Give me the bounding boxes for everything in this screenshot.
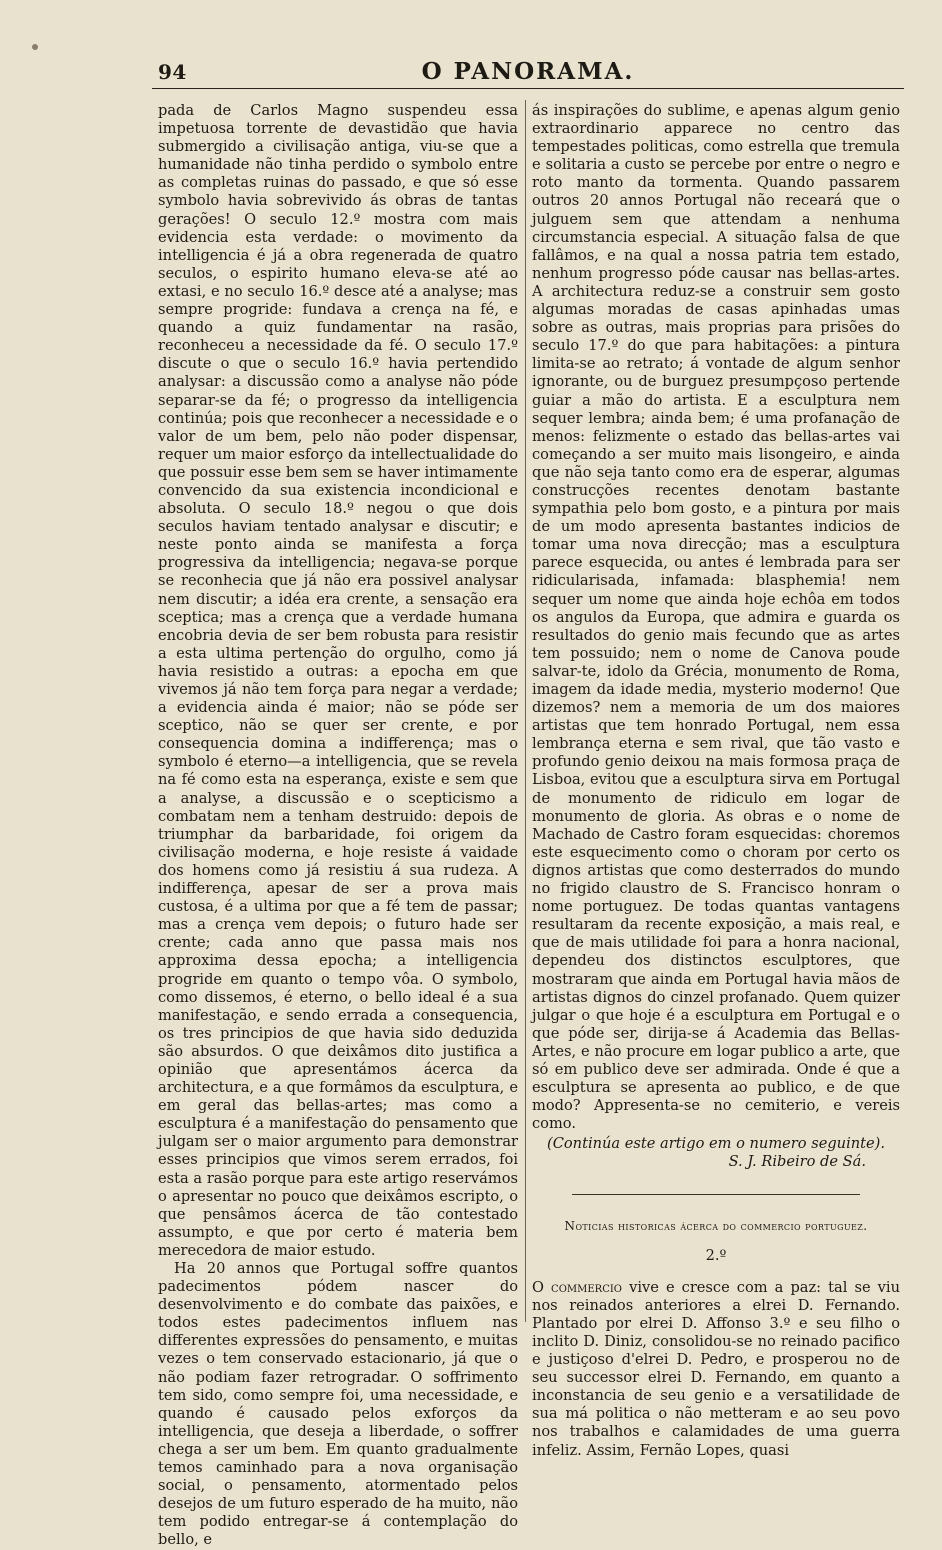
paragraph: Ha 20 annos que Portugal soffre quantos padecimentos pódem nascer do desenvolvimento e do combate das paixões, e todos estes padecimentos influem nas differentes expressões do pensamento, e muitas vezes o tem conservado estacionario, já que o não podiam fazer retrogradar. O soffrimento tem sido, como sempre foi, uma necessidade, e quando é causado pelos exforços da intelligencia, que deseja a liberdade, o soffrer chega a ser um bem. Em quanto gradualmente temos caminhado para a nova organisação social, o pensamento, atormentado pelos desejos de um futuro esperado de ha muito, não tem podido entregar-se á contemplação do bello, e xyxy=(158,1260,518,1549)
paragraph-lead: O commercio xyxy=(532,1278,622,1296)
paragraph-text: vive e cresce com a paz: tal se viu nos reinados anteriores a elrei D. Fernando. Plantado por elrei D. Affonso 3.º e seu filho o inclito D. Diniz, consolidou-se no reinado pacifico e justiçoso d'elrei D. Pedro, e prosperou no de seu successor elrei D. Fernando, em quanto a inconstancia de seu genio e a versatilidade de sua má politica o não metteram e ao seu povo nos trabalhos e calamidades de uma guerra infeliz. Assim, Fernão Lopes, quasi xyxy=(532,1278,900,1459)
left-column xyxy=(158,102,518,1550)
page-speck xyxy=(32,44,38,50)
continuation-note: (Continúa este artigo em o numero seguinte). xyxy=(547,1135,885,1153)
page-number: 94 xyxy=(158,60,187,84)
paragraph xyxy=(532,1279,900,1460)
masthead-title: O PANORAMA. xyxy=(421,58,635,85)
page-header xyxy=(152,58,904,89)
section-title: Noticias historicas ácerca do commercio portuguez. xyxy=(564,1218,868,1233)
column-divider xyxy=(525,100,526,1322)
paragraph: ás inspirações do sublime, e apenas algum genio extraordinario apparece no centro das tempestades politicas, como estrella que tremula e solitaria a custo se percebe por entre o negro e roto manto da tormenta. Quando passarem outros 20 annos Portugal não receará que o julguem sem que attendam a nenhuma circumstancia especial. A situação falsa de que fallâmos, e na qual a nossa patria tem estado, nenhum progresso póde causar nas bellas-artes. A architectura reduz-se a construir sem gosto algumas moradas de casas apinhadas umas sobre as outras, mais proprias para prisões do seculo 17.º do que para habitações: a pintura limita-se ao retrato; á vontade de algum senhor ignorante, ou de burguez presumpçoso pertende guiar a mão do artista. E a esculptura nem sequer lembra; ainda bem; é uma profanação de menos: felizmente o estado das bellas-artes vai começando a ser muito mais lisongeiro, e ainda que não seja tanto como era de esperar, algumas construcções recentes denotam bastante sympathia pelo bom gosto, e a pintura por mais de um modo apresenta bastantes indicios de tomar uma nova direcção; mas a esculptura parece esquecida, ou antes é lembrada para ser ridicularisada, infamada: blasphemia! nem sequer um nome que ainda hoje echôa em todos os angulos da Europa, que admira e guarda os resultados do genio mais fecundo que as artes tem possuido; nem o nome de Canova poude salvar-te, idolo da Grécia, monumento de Roma, imagem da idade media, mysterio moderno! Que dizemos? nem a memoria de um dos maiores artistas que tem honrado Portugal, nem essa lembrança eterna e sem rival, que tão vasto e profundo genio deixou na mais formosa praça de Lisboa, evitou que a esculptura sirva em Portugal de monumento de ridiculo em logar de monumento de gloria. As obras e o nome de Machado de Castro foram esquecidas: choremos este esquecimento como o choram por certo os dignos artistas que como desterrados do mundo no frigido claustro de S. Francisco honram o nome portuguez. De todas quantas vantagens resultaram da recente exposição, a mais real, e que de mais utilidade foi para a honra nacional, dependeu dos distinctos esculptores, que mostraram que ainda em Portugal havia mãos de artistas dignos do cinzel profanado. Quem quizer julgar o que hoje é a esculptura em Portugal e o que póde ser, dirija-se á Academia das Bellas-Artes, e não procure em logar publico a arte, que só em publico deve ser admirada. Onde é que a esculptura se apresenta ao publico, e de que modo? Appresenta-se no cemiterio, e vereis como. xyxy=(532,102,900,1133)
section-number: 2.º xyxy=(705,1246,727,1264)
right-column xyxy=(532,102,900,1460)
author-signature: S. J. Ribeiro de Sá. xyxy=(728,1153,866,1171)
section-rule xyxy=(572,1194,860,1195)
paragraph: pada de Carlos Magno suspendeu essa impetuosa torrente de devastidão que havia submergido a civilisação antiga, viu-se que a humanidade não tinha perdido o symbolo entre as completas ruinas do passado, e que só esse symbolo havia sobrevivido ás obras de tantas gerações! O seculo 12.º mostra com mais evidencia esta verdade: o movimento da intelligencia é já a obra regenerada de quatro seculos, o espirito humano eleva-se até ao extasi, e no seculo 16.º desce até a analyse; mas sempre progride: fundava a crença na fé, e quando a quiz fundamentar na rasão, reconheceu a necessidade da fé. O seculo 17.º discute o que o seculo 16.º havia pertendido analysar: a discussão como a analyse não póde separar-se da fé; o progresso da intelligencia continúa; pois que reconhecer a necessidade e o valor de um bem, pelo não poder dispensar, requer um maior esforço da intellectualidade do que possuir esse bem sem se haver intimamente convencido da sua existencia incondicional e absoluta. O seculo 18.º negou o que dois seculos haviam tentado analysar e discutir; e neste ponto ainda se manifesta a força progressiva da intelligencia; negava-se porque se reconhecia que já não era possivel analysar nem discutir; a idéa era crente, a sensação era sceptica; mas a crença que a verdade humana encobria devia de ser bem robusta para resistir a esta ultima pertenção do orgulho, como já havia resistido a outras: a epocha em que vivemos já não tem força para negar a verdade; a evidencia ainda é maior; não se póde ser sceptico, não se quer ser crente, e por consequencia domina a indifferença; mas o symbolo é eterno—a intelligencia, que se revela na fé como esta na esperança, existe e sem que a analyse, a discussão e o scepticismo a combatam nem a tenham destruido: depois de triumphar da barbaridade, foi origem da civilisação moderna, e hoje resiste á vaidade dos homens como já resistiu á sua rudeza. A indifferença, apesar de ser a prova mais custosa, é a ultima por que a fé tem de passar; mas a crença vem depois; o futuro hade ser crente; cada anno que passa mais nos approxima dessa epocha; a intelligencia progride em quanto o tempo vôa. O symbolo, como dissemos, é eterno, o bello ideal é a sua manifestação, e sendo errada a consequencia, os tres principios de que havia sido deduzida são absurdos. O que deixâmos dito justifica a opinião que apresentámos ácerca da architectura, e a que formâmos da esculptura, e em geral das bellas-artes; mas como a esculptura é a manifestação do pensamento que julgam ser o maior argumento para demonstrar esses principios que vimos serem errados, foi esta a rasão porque para este artigo reservámos o apresentar no pouco que deixâmos escripto, o que pensâmos ácerca de tão contestado assumpto, e que por certo é materia bem merecedora de maior estudo. xyxy=(158,102,518,1259)
